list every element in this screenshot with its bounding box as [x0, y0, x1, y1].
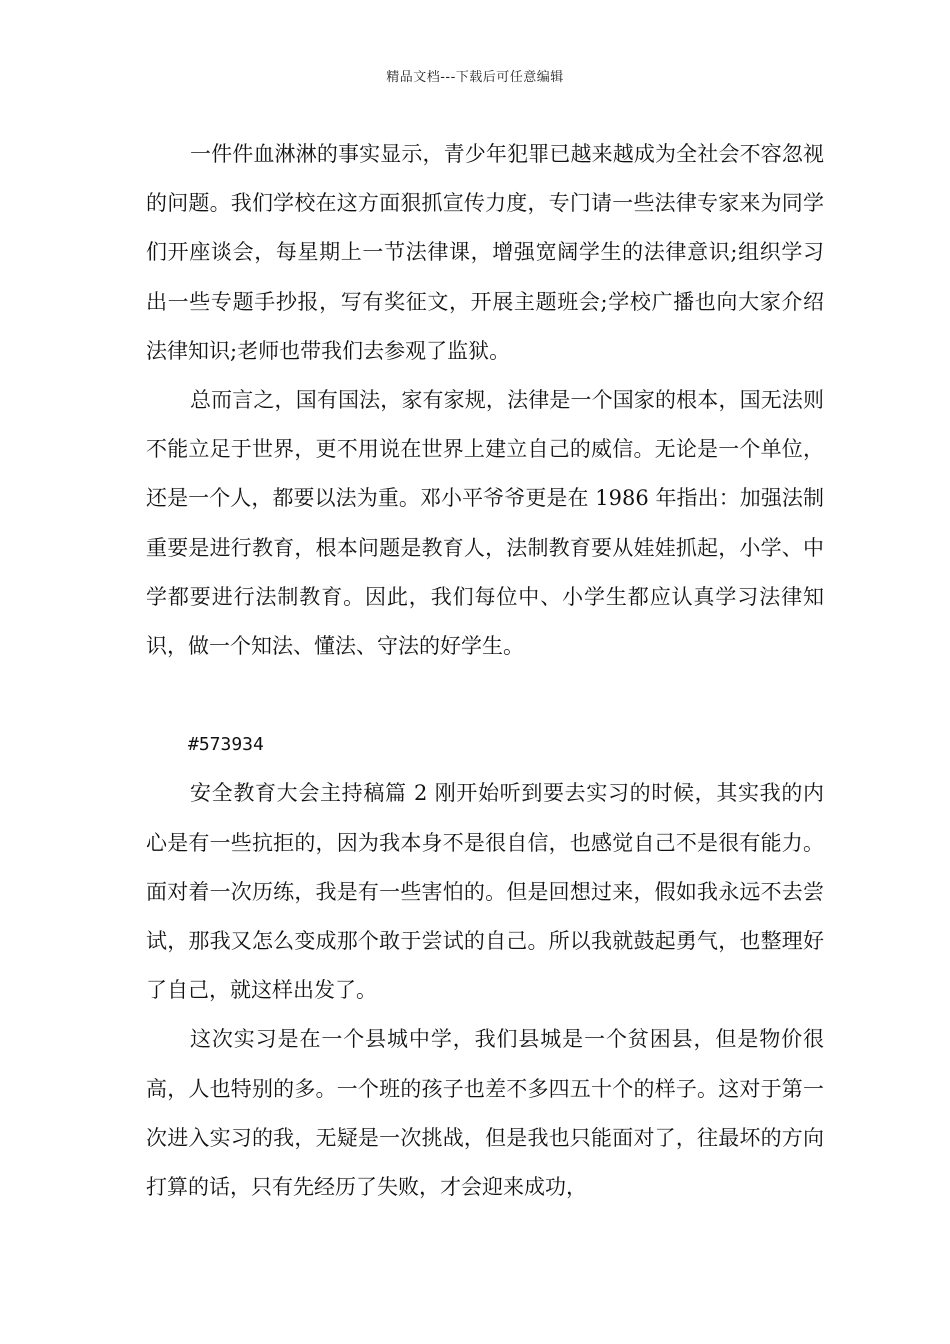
paragraph-legal-awareness: 一件件血淋淋的事实显示，青少年犯罪已越来越成为全社会不容忽视的问题。我们学校在这方面狠抓宣传力度，专门请一些法律专家来为同学们开座谈会，每星期上一节法律课，增强宽阔学生的法律意识;组织学习出一些专题手抄报，写有奖征文，开展主题班会;学校广播也向大家介绍法律知识;老师也带我们去参观了监狱。	[146, 142, 824, 363]
document-id: #573934	[188, 734, 264, 756]
document-body	[146, 130, 824, 1212]
spacer	[146, 671, 824, 720]
paragraph-internship-school: 这次实习是在一个县城中学，我们县城是一个贫困县，但是物价很高，人也特别的多。一个班的孩子也差不多四五十个的样子。这对于第一次进入实习的我，无疑是一次挑战，但是我也只能面对了，往最坏的方向打算的话，只有先经历了失败，才会迎来成功，	[146, 1027, 824, 1200]
paragraph-internship-start: 安全教育大会主持稿篇 2 刚开始听到要去实习的时候，其实我的内心是有一些抗拒的，因为我本身不是很自信，也感觉自己不是很有能力。面对着一次历练，我是有一些害怕的。但是回想过来，假如我永远不去尝试，那我又怎么变成那个敢于尝试的自己。所以我就鼓起勇气，也整理好了自己，就这样出发了。	[146, 781, 824, 1003]
paragraph-rule-of-law: 总而言之，国有国法，家有家规，法律是一个国家的根本，国无法则不能立足于世界，更不用说在世界上建立自己的威信。无论是一个单位，还是一个人，都要以法为重。邓小平爷爷更是在 1986 年指出：加强法制重要是进行教育，根本问题是教育人，法制教育要从娃娃抓起，小学、中学都要进行法制教育。因此，我们每位中、小学生都应认真学习法律知识，做一个知法、懂法、守法的好学生。	[146, 388, 824, 659]
page-header: 精品文档---下载后可任意编辑	[386, 70, 564, 85]
